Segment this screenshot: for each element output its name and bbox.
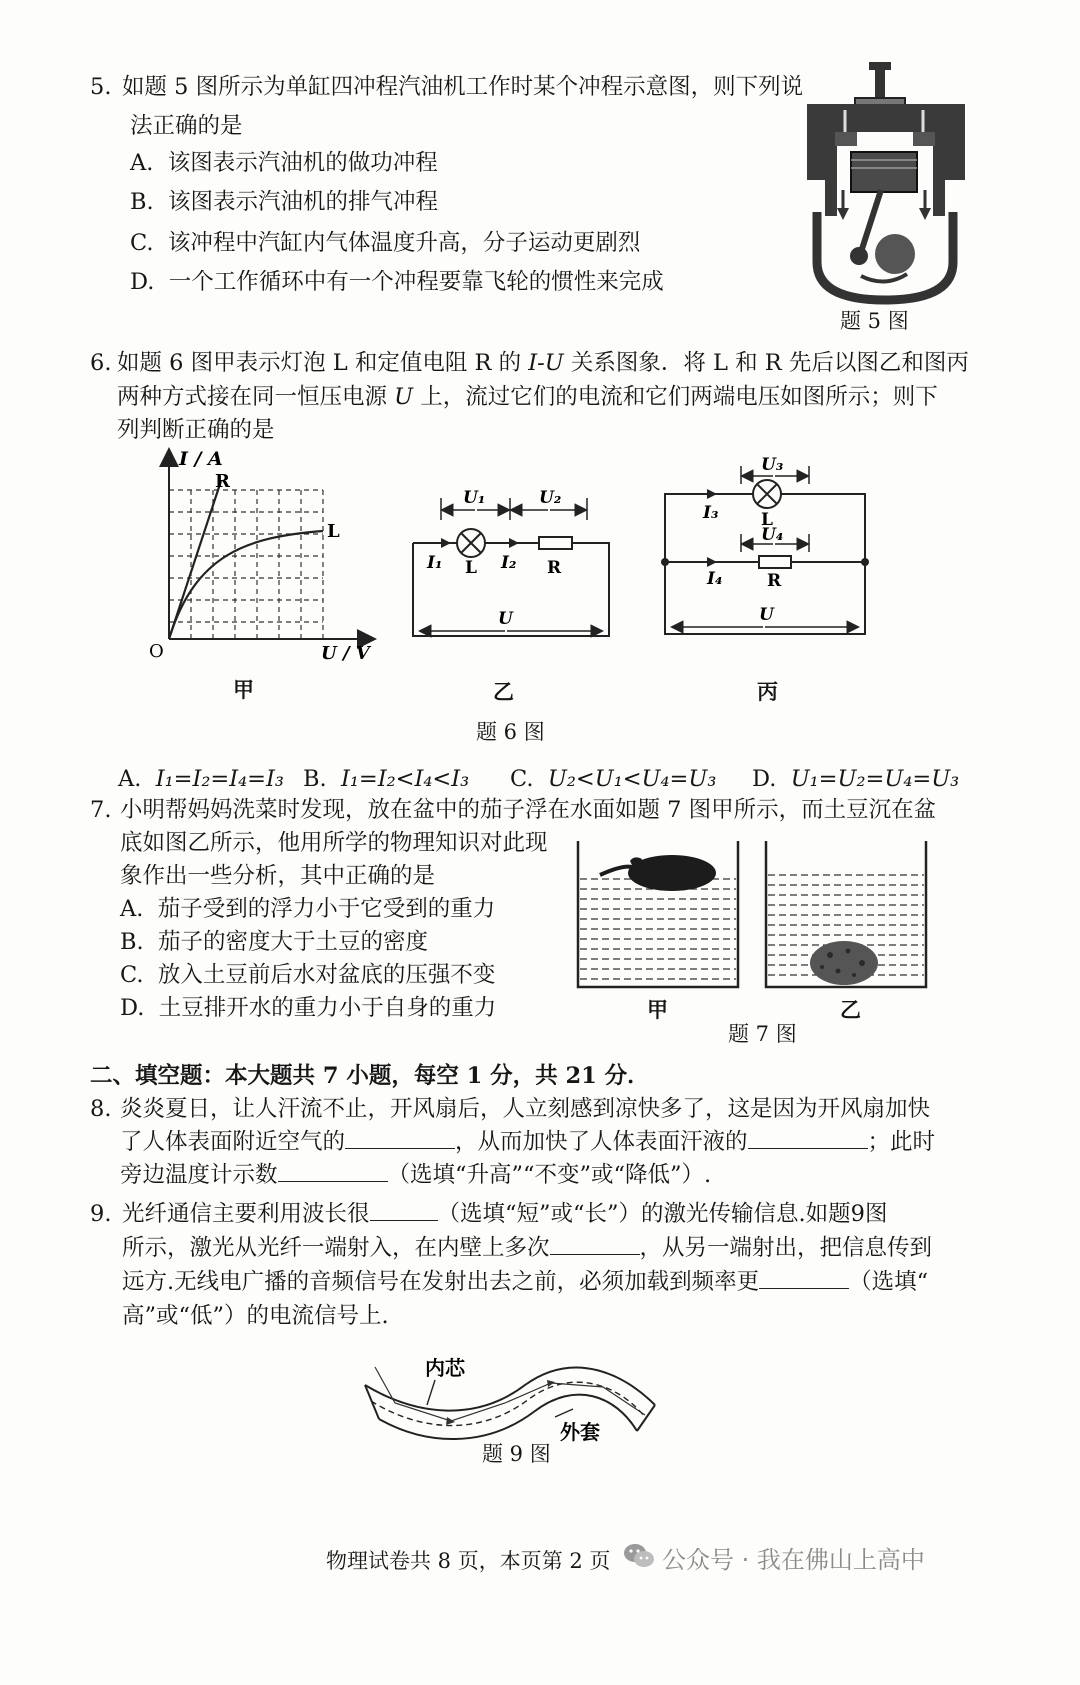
q6-figure-caption: 题 6 图: [476, 720, 545, 744]
option-label: D.: [130, 269, 155, 295]
answer-blank[interactable]: [370, 1198, 438, 1221]
potato-shape: [810, 941, 878, 985]
label-i4: I₄: [707, 569, 723, 589]
label-i1: I₁: [427, 553, 443, 573]
series-circuit: [405, 478, 620, 648]
basin-label-yi: 乙: [840, 997, 861, 1022]
q5-number: 5.: [90, 74, 112, 100]
label-core: 内芯: [425, 1356, 465, 1380]
q9-number: 9.: [90, 1201, 112, 1227]
watermark-text: 公众号 · 我在佛山上高中: [662, 1546, 925, 1574]
circuit-label-bing: 丙: [757, 679, 778, 704]
section-2-title: 二、填空题：本大题共 7 小题，每空 1 分，共 21 分．: [90, 1063, 650, 1089]
q9-line4: 高”或“低”）的电流信号上.: [122, 1303, 389, 1329]
option-text: 该图表示汽油机的排气冲程: [168, 189, 439, 215]
q5-option-c: [130, 227, 640, 259]
q8-line3: 旁边温度计示数 （选填“升高”“不变”或“降低”）.: [120, 1159, 711, 1191]
answer-blank[interactable]: [278, 1159, 388, 1182]
q6-stem-line2: 两种方式接在同一恒压电源 U 上，流过它们的电流和它们两端电压如图所示；则下: [117, 384, 938, 410]
origin-label: O: [149, 641, 164, 662]
parallel-circuit: [655, 452, 880, 647]
label-u1: U₁: [463, 488, 486, 508]
q5-figure-caption: 题 5 图: [840, 309, 909, 333]
curve-l: [169, 531, 323, 639]
q6-option-b: B. I₁=I₂<I₄<I₃: [303, 766, 470, 792]
graph-label-jia: 甲: [233, 677, 254, 702]
label-r: R: [215, 471, 230, 492]
basin-label-jia: 甲: [647, 997, 668, 1022]
option-label: B.: [130, 189, 154, 215]
basins-figure: [572, 835, 932, 995]
q9-line3: 远方.无线电广播的音频信号在发射出去之前，必须加载到频率更 （选填“: [122, 1266, 928, 1298]
q5-option-a: [130, 147, 438, 179]
answer-blank[interactable]: [748, 1126, 868, 1149]
label-resistor: R: [767, 571, 782, 591]
q5-stem-line2: 法正确的是: [130, 113, 243, 139]
option-label: C.: [130, 230, 154, 256]
q7-option-a: A. 茄子受到的浮力小于它受到的重力: [120, 896, 496, 922]
q6-stem-line3: 列判断正确的是: [117, 417, 275, 443]
q6-stem-line1: 如题 6 图甲表示灯泡 L 和定值电阻 R 的 I-U 关系图象．将 L 和 R 先后以图乙和图丙: [117, 350, 969, 376]
circuit-label-yi: 乙: [493, 679, 514, 704]
option-text: 该图表示汽油机的做功冲程: [167, 150, 438, 176]
option-text: 该冲程中汽缸内气体温度升高，分子运动更剧烈: [167, 230, 641, 256]
label-u: U: [498, 609, 513, 629]
q5-option-d: [130, 266, 664, 298]
q6-option-c: C. U₂<U₁<U₄=U₃: [510, 766, 717, 792]
q7-option-b: B. 茄子的密度大于土豆的密度: [120, 929, 429, 955]
basin-eggplant: [578, 841, 738, 987]
engine-cylinder-figure: [795, 62, 985, 307]
x-axis-label: U / V: [321, 643, 370, 664]
label-u: U: [759, 605, 774, 625]
q9-line2: 所示，激光从光纤一端射入，在内壁上多次 ，从另一端射出，把信息传到: [122, 1232, 932, 1264]
q9-line1: 光纤通信主要利用波长很 （选填“短”或“长”）的激光传输信息.如题9图: [122, 1198, 888, 1230]
q9-figure-caption: 题 9 图: [482, 1442, 551, 1466]
answer-blank[interactable]: [345, 1126, 455, 1149]
q5-option-b: [130, 186, 438, 218]
label-resistor: R: [547, 558, 562, 578]
q7-option-d: D. 土豆排开水的重力小于自身的重力: [120, 995, 497, 1021]
q8-number: 8.: [90, 1096, 112, 1122]
label-u4: U₄: [761, 525, 784, 545]
label-u2: U₂: [539, 488, 562, 508]
page-info: 物理试卷共 8 页，本页第 2 页: [326, 1549, 611, 1573]
q7-figure-caption: 题 7 图: [728, 1022, 797, 1046]
label-sheath: 外套: [560, 1420, 600, 1444]
option-label: A.: [130, 150, 154, 176]
q6-option-a: A. I₁=I₂=I₄=I₃: [118, 766, 284, 792]
q7-stem-line1: 小明帮妈妈洗菜时发现，放在盆中的茄子浮在水面如题 7 图甲所示，而土豆沉在盆: [120, 797, 937, 823]
label-l: L: [327, 521, 340, 542]
answer-blank[interactable]: [759, 1266, 849, 1289]
q7-stem-line3: 象作出一些分析，其中正确的是: [120, 863, 436, 889]
q7-option-c: C. 放入土豆前后水对盆底的压强不变: [120, 962, 496, 988]
q8-line2: 了人体表面附近空气的 ，从而加快了人体表面汗液的 ；此时: [120, 1126, 935, 1158]
y-axis-label: I / A: [179, 448, 223, 470]
label-i3: I₃: [703, 503, 719, 523]
label-u3: U₃: [761, 455, 784, 475]
optical-fiber-figure: [355, 1345, 675, 1445]
label-i2: I₂: [501, 553, 517, 573]
answer-blank[interactable]: [550, 1232, 640, 1255]
iu-graph: [145, 445, 385, 665]
q7-stem-line2: 底如图乙所示，他用所学的物理知识对此现: [120, 830, 548, 856]
label-lamp: L: [465, 558, 477, 578]
option-text: 一个工作循环中有一个冲程要靠飞轮的惯性来完成: [168, 269, 664, 295]
wechat-icon: [622, 1539, 656, 1573]
q6-option-d: D. U₁=U₂=U₄=U₃: [752, 766, 960, 792]
q6-number: 6.: [90, 350, 112, 376]
q5-stem-line1: 如题 5 图所示为单缸四冲程汽油机工作时某个冲程示意图，则下列说: [122, 74, 804, 100]
label-lamp: L: [761, 510, 773, 530]
q8-line1: 炎炎夏日，让人汗流不止，开风扇后，人立刻感到凉快多了，这是因为开风扇加快: [120, 1096, 931, 1122]
q7-number: 7.: [90, 797, 112, 823]
basin-potato: [766, 841, 926, 987]
